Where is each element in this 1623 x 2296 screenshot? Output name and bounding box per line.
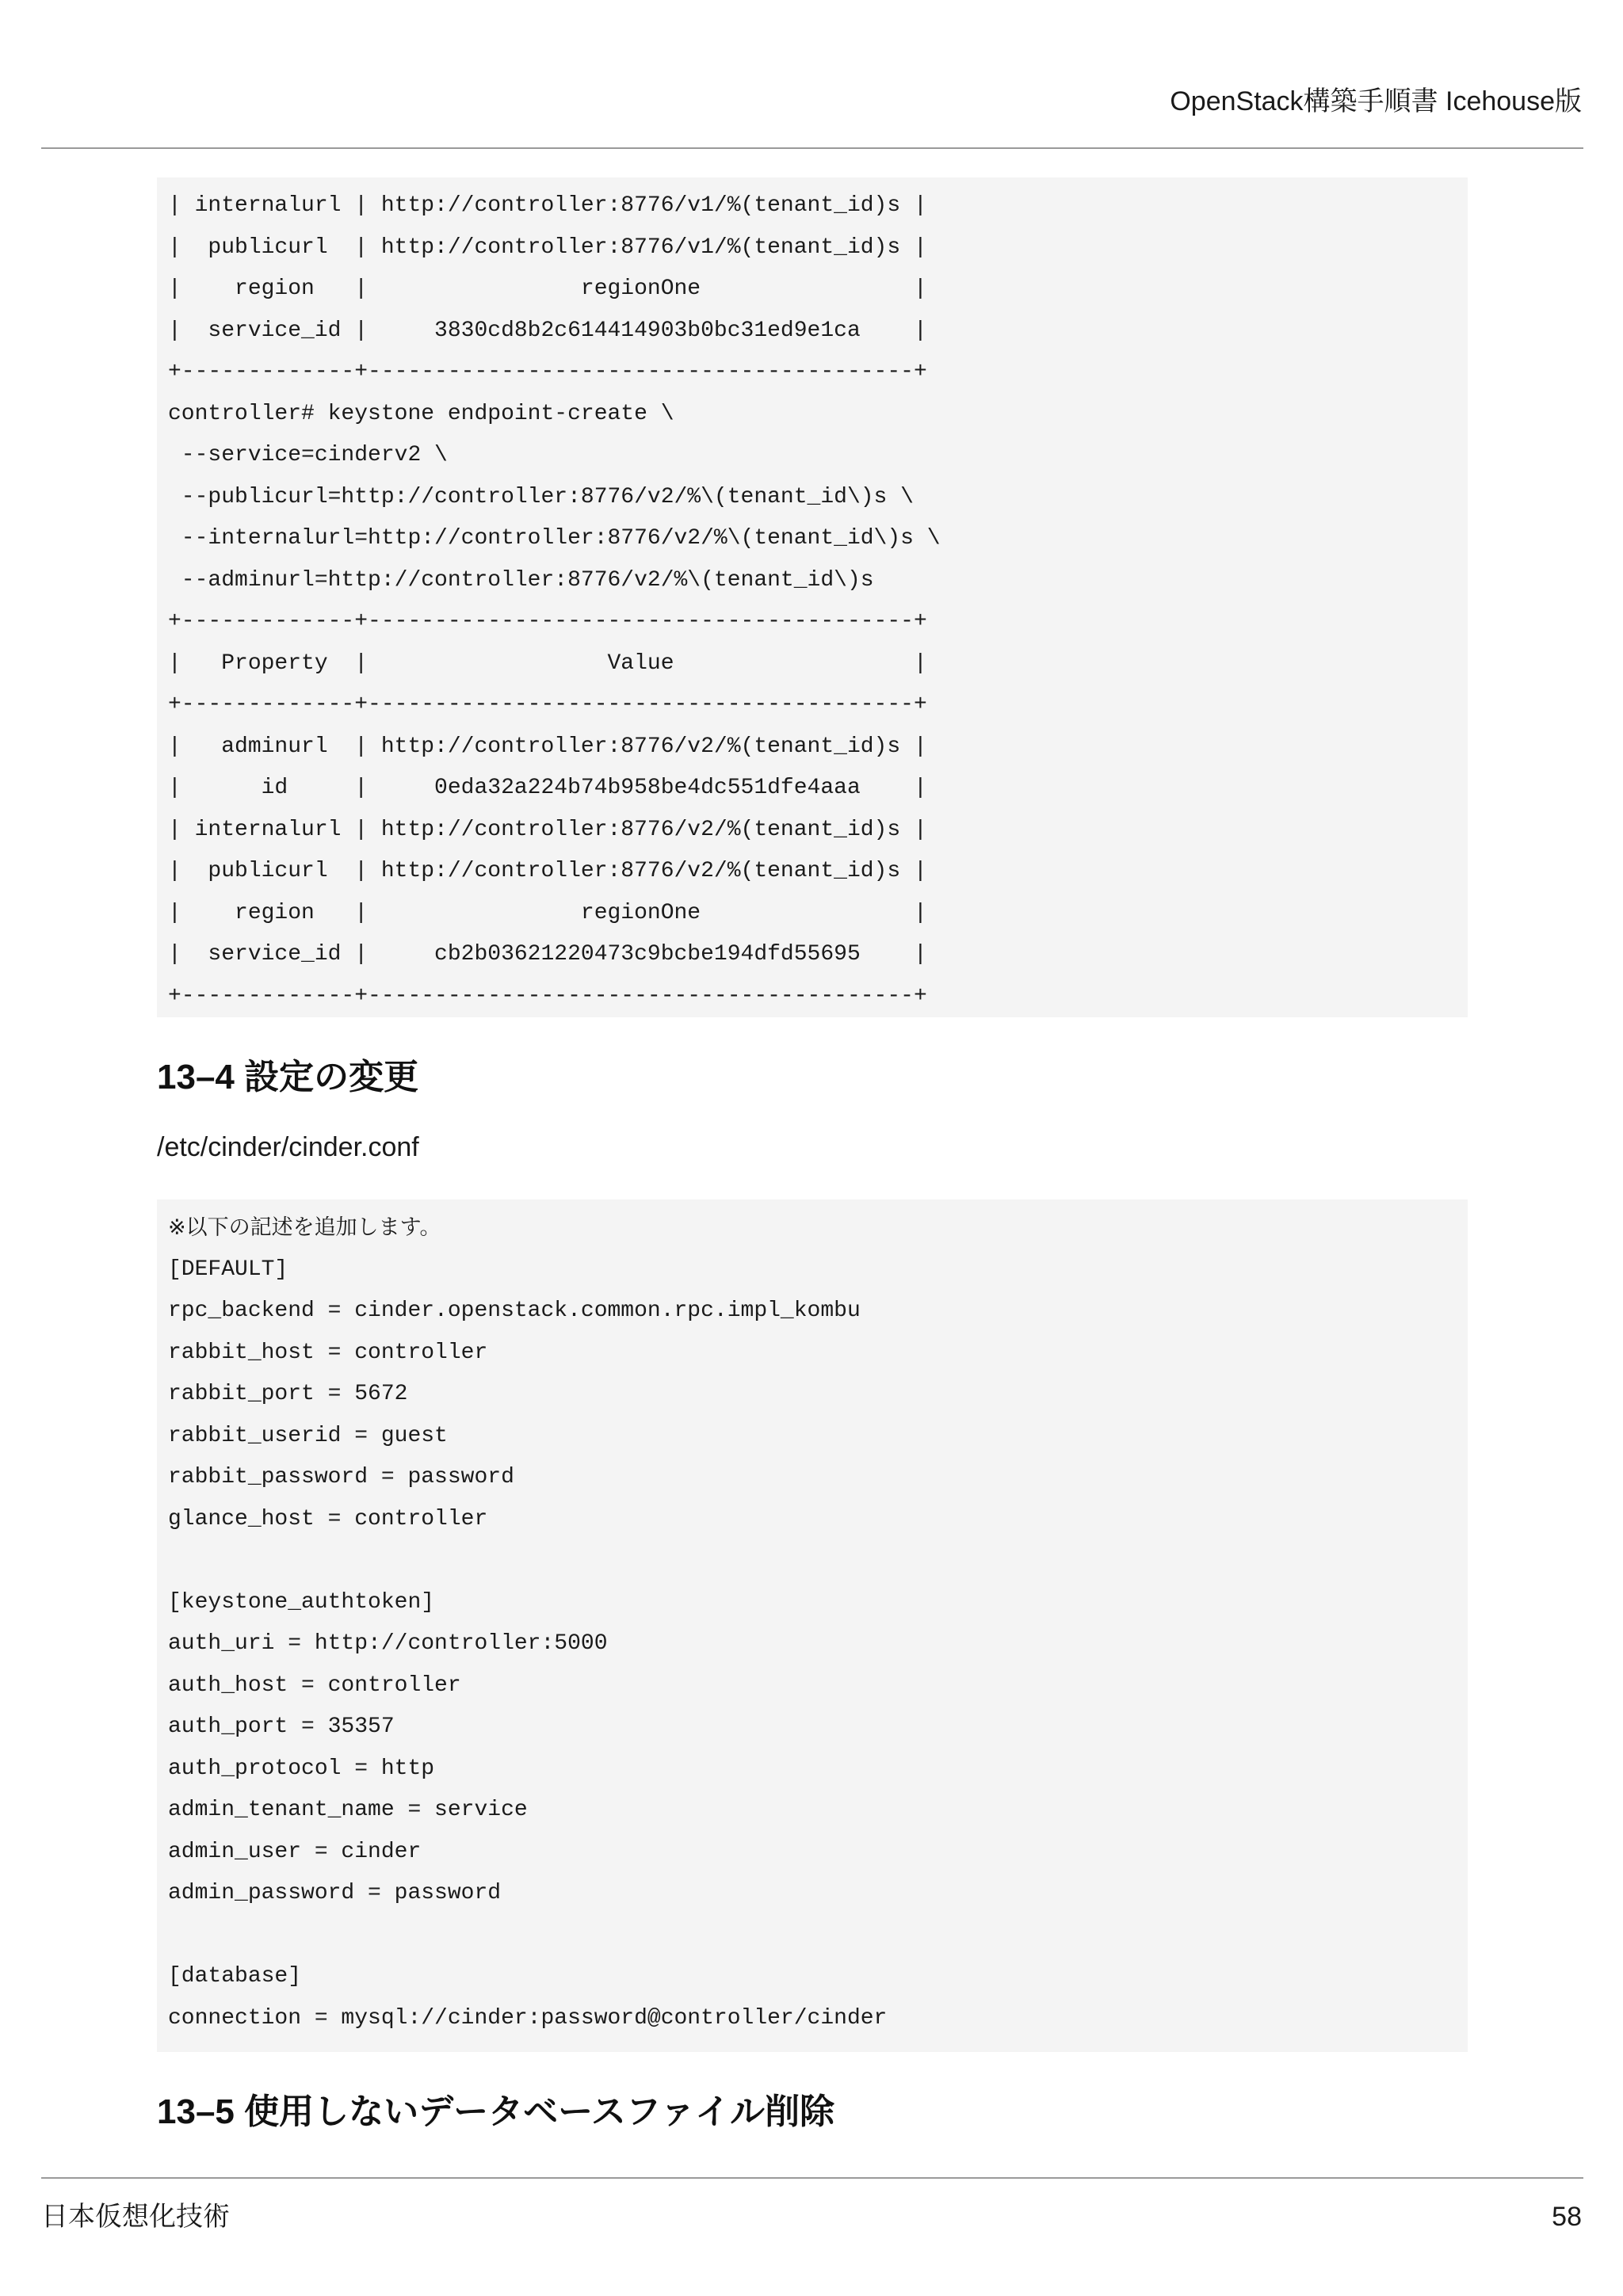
code-line: | service_id | 3830cd8b2c614414903b0bc31ed9e1ca | — [168, 318, 927, 343]
code-line: | region | regionOne | — [168, 900, 927, 925]
footer-company-name: 日本仮想化技術 — [41, 2202, 230, 2232]
code-line: | publicurl | http://controller:8776/v2/%(tenant_id)s | — [168, 859, 927, 883]
code-line: auth_port = 35357 — [168, 1714, 395, 1739]
section-heading-13-5: 13–5 使用しないデータベースファイル削除 — [157, 2092, 835, 2131]
code-block-endpoint-output — [157, 177, 1468, 1017]
code-line: --adminurl=http://controller:8776/v2/%\(tenant_id\)s — [168, 567, 874, 593]
code-line: [keystone_authtoken] — [168, 1589, 435, 1615]
code-line: +-------------+-----------------------------------------+ — [168, 360, 927, 384]
code-line: +-------------+-----------------------------------------+ — [168, 692, 927, 717]
code-line-blank — [168, 1540, 1468, 1582]
code-line: admin_password = password — [168, 1881, 502, 1905]
code-line: [DEFAULT] — [168, 1257, 288, 1282]
page-number: 58 — [1552, 2202, 1582, 2232]
code-line: rabbit_port = 5672 — [168, 1382, 408, 1406]
code-line: rpc_backend = cinder.openstack.common.rpc.impl_kombu — [168, 1299, 861, 1323]
code-line: | internalurl | http://controller:8776/v2/%(tenant_id)s | — [168, 817, 927, 842]
code-block-cinder-conf — [157, 1199, 1468, 2052]
code-line: controller# keystone endpoint-create \ — [168, 401, 674, 426]
header-divider — [41, 147, 1583, 149]
footer-divider — [41, 2177, 1583, 2179]
section-heading-13-4: 13–4 設定の変更 — [157, 1058, 419, 1097]
code-line: rabbit_userid = guest — [168, 1423, 448, 1448]
code-line: glance_host = controller — [168, 1506, 488, 1531]
code-line-blank — [168, 1915, 1468, 1957]
code-note: ※以下の記述を追加します。 — [168, 1215, 441, 1240]
code-line: admin_user = cinder — [168, 1839, 422, 1864]
code-line: admin_tenant_name = service — [168, 1798, 528, 1822]
code-line: auth_host = controller — [168, 1672, 461, 1698]
code-line: rabbit_password = password — [168, 1465, 514, 1489]
code-line: | Property | Value | — [168, 650, 927, 676]
code-line: | internalurl | http://controller:8776/v1/%(tenant_id)s | — [168, 193, 927, 218]
config-file-path: /etc/cinder/cinder.conf — [157, 1132, 419, 1162]
code-line: | region | regionOne | — [168, 277, 927, 301]
code-line: | id | 0eda32a224b74b958be4dc551dfe4aaa | — [168, 776, 927, 800]
code-line: auth_protocol = http — [168, 1756, 435, 1781]
code-line: --publicurl=http://controller:8776/v2/%\(tenant_id\)s \ — [168, 484, 914, 509]
code-line: connection = mysql://cinder:password@controller/cinder — [168, 2005, 888, 2031]
code-line: [database] — [168, 1964, 302, 1989]
document-header-title: OpenStack構築手順書 Icehouse版 — [1170, 86, 1582, 116]
code-line: auth_uri = http://controller:5000 — [168, 1631, 608, 1656]
code-line: | adminurl | http://controller:8776/v2/%(tenant_id)s | — [168, 734, 927, 759]
code-line: | service_id | cb2b03621220473c9bcbe194dfd55695 | — [168, 942, 927, 967]
code-line: --service=cinderv2 \ — [168, 443, 448, 467]
code-line: --internalurl=http://controller:8776/v2/%\(tenant_id\)s \ — [168, 526, 941, 551]
code-line: rabbit_host = controller — [168, 1340, 488, 1365]
code-line: +-------------+-----------------------------------------+ — [168, 983, 927, 1009]
code-line: +-------------+-----------------------------------------+ — [168, 609, 927, 634]
code-line: | publicurl | http://controller:8776/v1/%(tenant_id)s | — [168, 235, 927, 260]
